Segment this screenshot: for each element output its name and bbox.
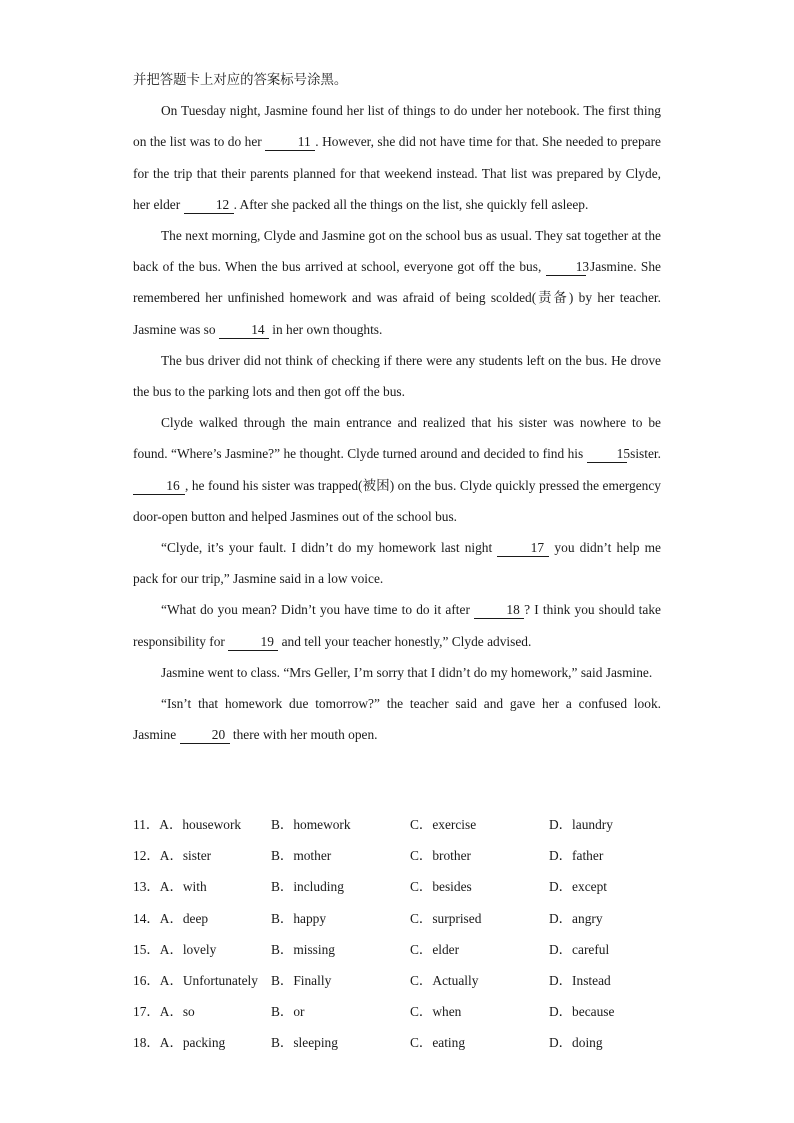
paragraph-text: The bus driver did not think of checking if there were any students left on the bus. He drove the bus to the parking lots and then got off the bus. bbox=[133, 352, 661, 400]
option-a: 16．A．Unfortunately bbox=[133, 973, 258, 989]
paragraph-2 bbox=[133, 220, 661, 345]
blank-11: 11 bbox=[265, 134, 315, 151]
option-c: C．surprised bbox=[410, 910, 482, 926]
option-d: D．except bbox=[549, 879, 608, 895]
option-a: 11．A．housework bbox=[133, 817, 242, 833]
blank-17: 17 bbox=[497, 540, 549, 557]
paragraph-text: there with her mouth open. bbox=[229, 727, 378, 743]
option-d: D．laundry bbox=[549, 817, 613, 833]
paragraph-4 bbox=[133, 407, 661, 532]
option-row-16 bbox=[133, 964, 673, 995]
paragraph-3 bbox=[133, 345, 661, 407]
paragraph-8 bbox=[133, 688, 661, 750]
option-row-17 bbox=[133, 995, 673, 1026]
paragraph-text: . After she packed all the things on the list, she quickly fell asleep. bbox=[233, 196, 589, 212]
paragraph-7 bbox=[133, 657, 661, 688]
option-d: D．Instead bbox=[549, 973, 611, 989]
option-b: B．or bbox=[271, 1004, 305, 1020]
option-b: B．sleeping bbox=[271, 1035, 338, 1051]
option-c: C．exercise bbox=[410, 817, 477, 833]
option-b: B．homework bbox=[271, 817, 351, 833]
option-b: B．happy bbox=[271, 910, 327, 926]
paragraph-text: “What do you mean? Didn’t you have time to do it after bbox=[161, 602, 475, 618]
paragraph-text: in her own thoughts. bbox=[268, 321, 383, 337]
option-row-15 bbox=[133, 933, 673, 964]
option-d: D．careful bbox=[549, 941, 610, 957]
option-c: C．besides bbox=[410, 879, 472, 895]
blank-12: 12 bbox=[184, 197, 234, 214]
instruction-line bbox=[133, 64, 661, 95]
blank-15: 15 bbox=[587, 446, 627, 463]
option-a: 14．A．deep bbox=[133, 910, 209, 926]
paragraph-text: “Clyde, it’s your fault. I didn’t do my homework last night bbox=[161, 540, 498, 556]
option-b: B．Finally bbox=[271, 973, 332, 989]
passage bbox=[133, 64, 661, 750]
blank-14: 14 bbox=[219, 322, 269, 339]
paragraph-text: ? I think you should take responsibility for bbox=[133, 602, 661, 649]
option-d: D．because bbox=[549, 1004, 615, 1020]
paragraph-text: “Isn’t that homework due tomorrow?” the teacher said and gave her a confused look. Jasmine bbox=[133, 696, 661, 743]
option-a: 17．A．so bbox=[133, 1004, 195, 1020]
option-row-13 bbox=[133, 870, 673, 901]
option-a: 13．A．with bbox=[133, 879, 207, 895]
paragraph-6 bbox=[133, 594, 661, 656]
answer-options bbox=[133, 808, 673, 1058]
blank-18: 18 bbox=[474, 602, 524, 619]
option-c: C．brother bbox=[410, 848, 471, 864]
paragraph-5 bbox=[133, 532, 661, 594]
option-b: B．mother bbox=[271, 848, 332, 864]
blank-16: 16 bbox=[133, 478, 185, 495]
option-c: C．when bbox=[410, 1004, 462, 1020]
option-row-12 bbox=[133, 839, 673, 870]
paragraph-text: On Tuesday night, Jasmine found her list of things to do under her notebook. The first thing on the list was to do her bbox=[133, 103, 661, 150]
paragraph-text: , he found his sister was trapped(被困) on the bus. Clyde quickly pressed the emergency door-open button and helped Jasmines out of the school bus. bbox=[133, 477, 661, 524]
option-a: 15．A．lovely bbox=[133, 941, 217, 957]
option-c: C．eating bbox=[410, 1035, 466, 1051]
blank-20: 20 bbox=[180, 727, 230, 744]
option-c: C．Actually bbox=[410, 973, 479, 989]
option-a: 12．A．sister bbox=[133, 848, 212, 864]
option-b: B．missing bbox=[271, 941, 335, 957]
paragraph-text: sister. bbox=[626, 446, 661, 462]
paragraph-text: Jasmine. She remembered her unfinished homework and was afraid of being scolded(责备) by her teacher. Jasmine was so bbox=[133, 259, 661, 337]
paragraph-text: The next morning, Clyde and Jasmine got on the school bus as usual. They sat together at the back of the bus. When the bus arrived at school, everyone got off the bus, bbox=[133, 228, 661, 275]
paragraph-text: and tell your teacher honestly,” Clyde advised. bbox=[278, 633, 532, 649]
paragraph-1 bbox=[133, 95, 661, 220]
blank-19: 19 bbox=[228, 634, 278, 651]
option-d: D．angry bbox=[549, 910, 603, 926]
paragraph-text: Clyde walked through the main entrance and realized that his sister was nowhere to be found. “Where’s Jasmine?” he thought. Clyde turned around and decided to find his bbox=[133, 415, 661, 462]
option-d: D．doing bbox=[549, 1035, 603, 1051]
option-row-18 bbox=[133, 1026, 673, 1057]
blank-13: 13 bbox=[546, 259, 586, 276]
option-d: D．father bbox=[549, 848, 604, 864]
option-c: C．elder bbox=[410, 941, 460, 957]
paragraph-text: you didn’t help me pack for our trip,” Jasmine said in a low voice. bbox=[133, 540, 661, 587]
option-b: B．including bbox=[271, 879, 344, 895]
option-a: 18．A．packing bbox=[133, 1035, 226, 1051]
option-row-14 bbox=[133, 902, 673, 933]
option-row-11 bbox=[133, 808, 673, 839]
paragraph-text: . However, she did not have time for that. She needed to prepare for the trip that their parents planned for that weekend instead. That list was prepared by Clyde, her elder bbox=[133, 134, 661, 212]
paragraph-text: Jasmine went to class. “Mrs Geller, I’m sorry that I didn’t do my homework,” said Jasmine. bbox=[161, 664, 653, 680]
instruction-text: 并把答题卡上对应的答案标号涂黑。 bbox=[133, 72, 348, 87]
